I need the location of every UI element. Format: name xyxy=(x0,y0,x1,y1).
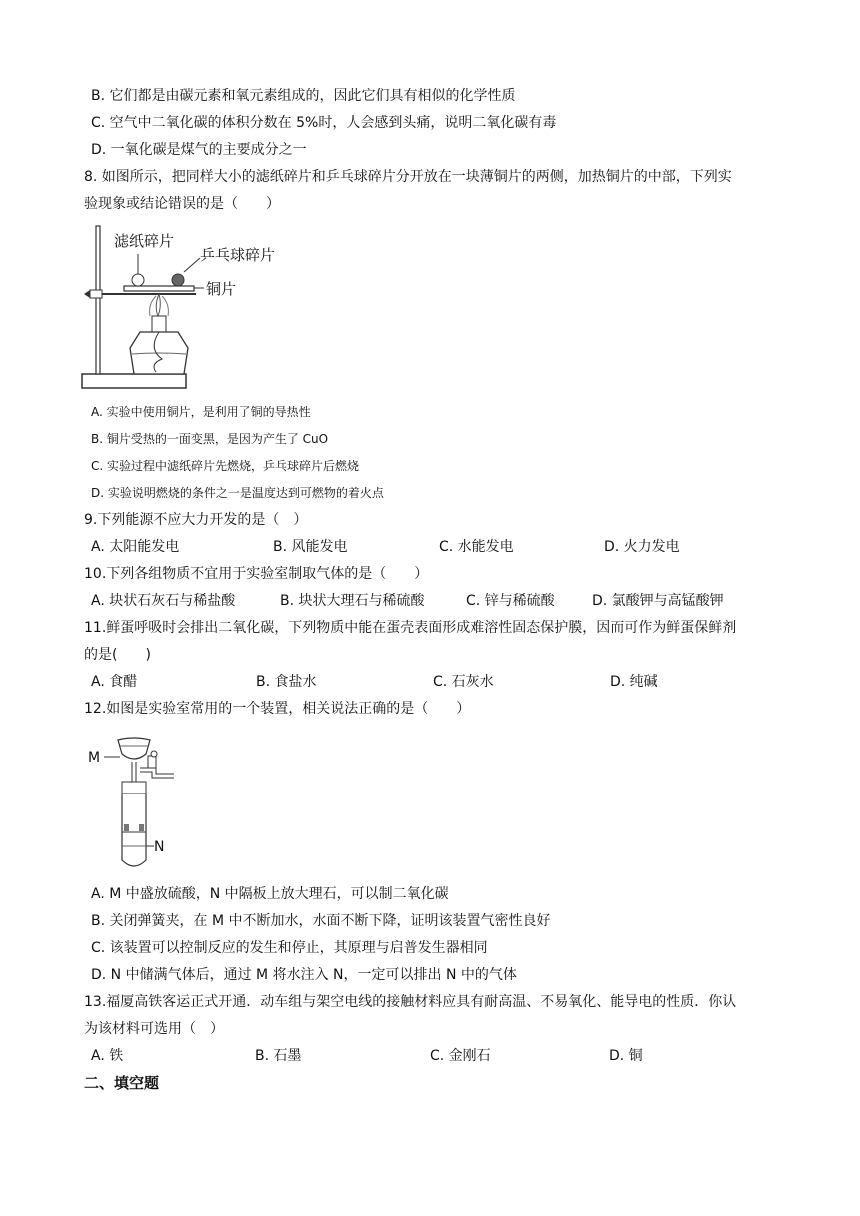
q7-option-b: B. 它们都是由碳元素和氧元素组成的，因此它们具有相似的化学性质 xyxy=(91,88,516,104)
q11-option-d: D. 纯碱 xyxy=(610,674,658,690)
q10-options xyxy=(91,591,781,611)
q11-stem-line1: 11.鲜蛋呼吸时会排出二氧化碳，下列物质中能在蛋壳表面形成难溶性固态保护膜，因而可作为鲜蛋保鲜剂 xyxy=(84,620,737,636)
q13-option-d: D. 铜 xyxy=(609,1048,643,1064)
q9-option-d: D. 火力发电 xyxy=(604,539,680,555)
q12-option-b: B. 关闭弹簧夹，在 M 中不断加水，水面不断下降，证明该装置气密性良好 xyxy=(91,913,551,929)
q11-option-a: A. 食醋 xyxy=(91,674,138,690)
q12-gas-generator-figure xyxy=(84,734,184,874)
q13-stem-line2: 为该材料可选用（ ） xyxy=(84,1021,224,1037)
q10-option-c: C. 锌与稀硫酸 xyxy=(466,593,555,609)
q8-combustion-apparatus-figure xyxy=(80,224,300,392)
q8-option-d: D. 实验说明燃烧的条件之一是温度达到可燃物的着火点 xyxy=(91,486,384,500)
q10-option-a: A. 块状石灰石与稀盐酸 xyxy=(91,593,236,609)
q7-option-d: D. 一氧化碳是煤气的主要成分之一 xyxy=(91,142,307,158)
q9-option-b: B. 风能发电 xyxy=(273,539,348,555)
q8-option-c: C. 实验过程中滤纸碎片先燃烧，乒乓球碎片后燃烧 xyxy=(91,459,360,473)
q13-option-c: C. 金刚石 xyxy=(430,1048,491,1064)
q13-option-a: A. 铁 xyxy=(91,1048,124,1064)
q12-option-c: C. 该装置可以控制反应的发生和停止，其原理与启普发生器相同 xyxy=(91,940,488,956)
q13-stem-line1: 13.福厦高铁客运正式开通．动车组与架空电线的接触材料应具有耐高温、不易氧化、能导电的性质．你认 xyxy=(84,994,737,1010)
q11-options xyxy=(91,672,781,692)
q11-option-c: C. 石灰水 xyxy=(433,674,494,690)
q12-option-d: D. N 中储满气体后，通过 M 将水注入 N，一定可以排出 N 中的气体 xyxy=(91,967,517,983)
q12-stem: 12.如图是实验室常用的一个装置，相关说法正确的是（ ） xyxy=(84,701,471,717)
label-pingpong-fragments: 乒乓球碎片 xyxy=(200,246,276,264)
label-copper-sheet: 铜片 xyxy=(206,280,237,298)
q10-option-b: B. 块状大理石与稀硫酸 xyxy=(280,593,425,609)
q10-stem: 10.下列各组物质不宜用于实验室制取气体的是（ ） xyxy=(84,566,429,582)
q13-options xyxy=(91,1046,781,1066)
q9-option-c: C. 水能发电 xyxy=(439,539,514,555)
q8-stem-line2: 验现象或结论错误的是（ ） xyxy=(84,196,280,212)
q8-stem-line1: 8. 如图所示，把同样大小的滤纸碎片和乒乓球碎片分开放在一块薄铜片的两侧，加热铜片的中部，下列实 xyxy=(84,169,732,185)
q9-stem: 9.下列能源不应大力开发的是（ ） xyxy=(84,512,308,528)
label-filter-paper: 滤纸碎片 xyxy=(114,232,175,250)
q8-option-b: B. 铜片受热的一面变黑，是因为产生了 CuO xyxy=(91,432,329,446)
q12-option-a: A. M 中盛放硫酸，N 中隔板上放大理石，可以制二氧化碳 xyxy=(91,886,449,902)
q8-option-a: A. 实验中使用铜片，是利用了铜的导热性 xyxy=(91,405,311,419)
q13-option-b: B. 石墨 xyxy=(255,1048,302,1064)
q11-stem-line2: 的是( ) xyxy=(84,647,151,663)
q11-option-b: B. 食盐水 xyxy=(256,674,317,690)
q9-options xyxy=(91,537,781,557)
q9-option-a: A. 太阳能发电 xyxy=(91,539,180,555)
section-heading-fill-in: 二、填空题 xyxy=(84,1074,160,1092)
label-m: M xyxy=(88,750,101,766)
q10-option-d: D. 氯酸钾与高锰酸钾 xyxy=(592,593,724,609)
q7-option-c: C. 空气中二氧化碳的体积分数在 5%时，人会感到头痛，说明二氧化碳有毒 xyxy=(91,115,557,131)
label-n: N xyxy=(154,839,165,855)
